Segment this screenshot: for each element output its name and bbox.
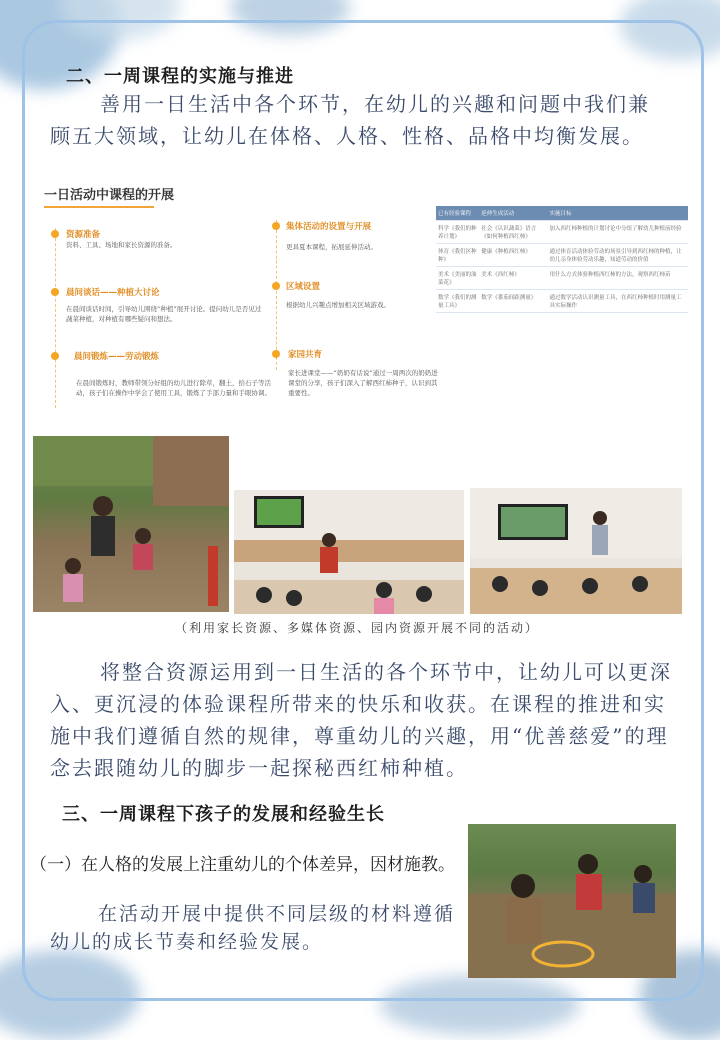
garden-planting-photo [33, 436, 229, 612]
timeline-dot [272, 282, 280, 290]
timeline-item-body: 在晨间谈话时间，引导幼儿围绕“种植”展开讨论。提问幼儿是否见过蔬菜种植，对种植有哪些疑问和想法。 [66, 305, 262, 323]
timeline-item-heading: 资源准备 [66, 230, 101, 240]
table-cell: 数学《番茄间距测量》 [479, 290, 547, 313]
table-header-row [436, 206, 688, 221]
table-cell: 美术《美丽的油菜花》 [436, 267, 479, 290]
timeline-dot [51, 230, 59, 238]
timeline-item-heading: 集体活动的设置与开展 [286, 222, 372, 232]
timeline-dot [272, 222, 280, 230]
table-row [436, 290, 688, 313]
subsection-1-title: （一）在人格的发展上注重幼儿的个体差异，因材施教。 [30, 855, 455, 875]
table-row [436, 221, 688, 244]
table-cell: 科学《我们的种养计划》 [436, 221, 479, 244]
multimedia-lesson-photo [470, 488, 682, 614]
photo-caption: （利用家长资源、多媒体资源、园内资源开展不同的活动） [175, 621, 540, 635]
table-row [436, 267, 688, 290]
table-cell: 数学《我们的测量工具》 [436, 290, 479, 313]
table-cell: 美术《西红柿》 [479, 267, 547, 290]
timeline-item-body: 根据幼儿兴趣点增加相关区域游戏。 [286, 301, 390, 309]
infographic-title: 一日活动中课程的开展 [44, 188, 175, 203]
table-cell: 加入西红柿种植的计划讨论中分组了解幼儿种植前经验 [548, 221, 688, 244]
classroom-illustration [234, 490, 464, 614]
timeline-middle [276, 220, 277, 370]
timeline-item-heading: 晨间锻炼——劳动锻炼 [74, 352, 160, 362]
timeline-dot [51, 288, 59, 296]
children-digging-photo [468, 824, 676, 978]
timeline-item-body: 更具夏本课程，拓展延伸活动。 [286, 243, 377, 251]
timeline-item-body: 在晨间锻炼时，教师带领分好组的幼儿进行除草，翻土，拾石子等活动，孩子们在操作中学会了使用工具，锻炼了手部力量和手眼协调。 [76, 379, 271, 397]
timeline-item-body: 家长进课堂——“奶奶有话说”通过一周两次的奶奶进课堂的分享，孩子们深入了解西红柿种子，认识到其重要性。 [288, 369, 438, 397]
table-header-cell: 实施目标 [548, 206, 688, 221]
table-row [436, 244, 688, 267]
table-cell: 健康《种植西红柿》 [479, 244, 547, 267]
table-header-cell: 延伸生成活动 [479, 206, 547, 221]
table-cell: 体育《我们区种种》 [436, 244, 479, 267]
section-2-title: 二、一周课程的实施与推进 [66, 66, 294, 87]
timeline-item-heading: 区域设置 [286, 282, 321, 292]
children-in-garden-illustration [33, 436, 229, 612]
section-2-paragraph: 善用一日生活中各个环节，在幼儿的兴趣和问题中我们兼顾五大领域，让幼儿在体格、人格、性格、品格中均衡发展。 [50, 92, 650, 148]
title-underline [44, 206, 154, 208]
timeline-item-heading: 家园共育 [288, 350, 323, 360]
integration-paragraph: 将整合资源运用到一日生活的各个环节中，让幼儿可以更深入、更沉浸的体验课程所带来的快乐和收获。在课程的推进和实施中我们遵循自然的规律，尊重幼儿的兴趣，用“优善慈爱”的理念去跟随幼儿的脚步一起探秘西红柿种植。 [50, 660, 672, 780]
classroom-storytelling-photo [234, 490, 464, 614]
table-cell: 通过数学活动认识测量工具，在西红柿种植时用测量工具实际操作 [548, 290, 688, 313]
teacher-tv-illustration [470, 488, 682, 614]
table-cell: 用什么方式体验种植西红柿的方法，观察西红柿苗 [548, 267, 688, 290]
timeline-dot [272, 350, 280, 358]
timeline-left [55, 228, 56, 408]
children-digging-illustration [468, 824, 676, 978]
timeline-item-body: 资料、工具、场地和家长资源的准备。 [66, 241, 177, 249]
curriculum-table [436, 206, 688, 313]
section-3-title: 三、一周课程下孩子的发展和经验生长 [62, 804, 385, 825]
table-header-cell: 已有经验课程 [436, 206, 479, 221]
table-cell: 通过体育活动体验劳动的场景引导到西红柿的种植，让幼儿亲身体验劳动乐趣，知道劳动的价值 [548, 244, 688, 267]
timeline-item-heading: 晨间谈话——种植大讨论 [66, 288, 160, 298]
timeline-dot [51, 352, 59, 360]
subsection-1-paragraph: 在活动开展中提供不同层级的材料遵循幼儿的成长节奏和经验发展。 [50, 903, 456, 953]
table-cell: 社会《认识蔬菜》语言《如何种植西红柿》 [479, 221, 547, 244]
